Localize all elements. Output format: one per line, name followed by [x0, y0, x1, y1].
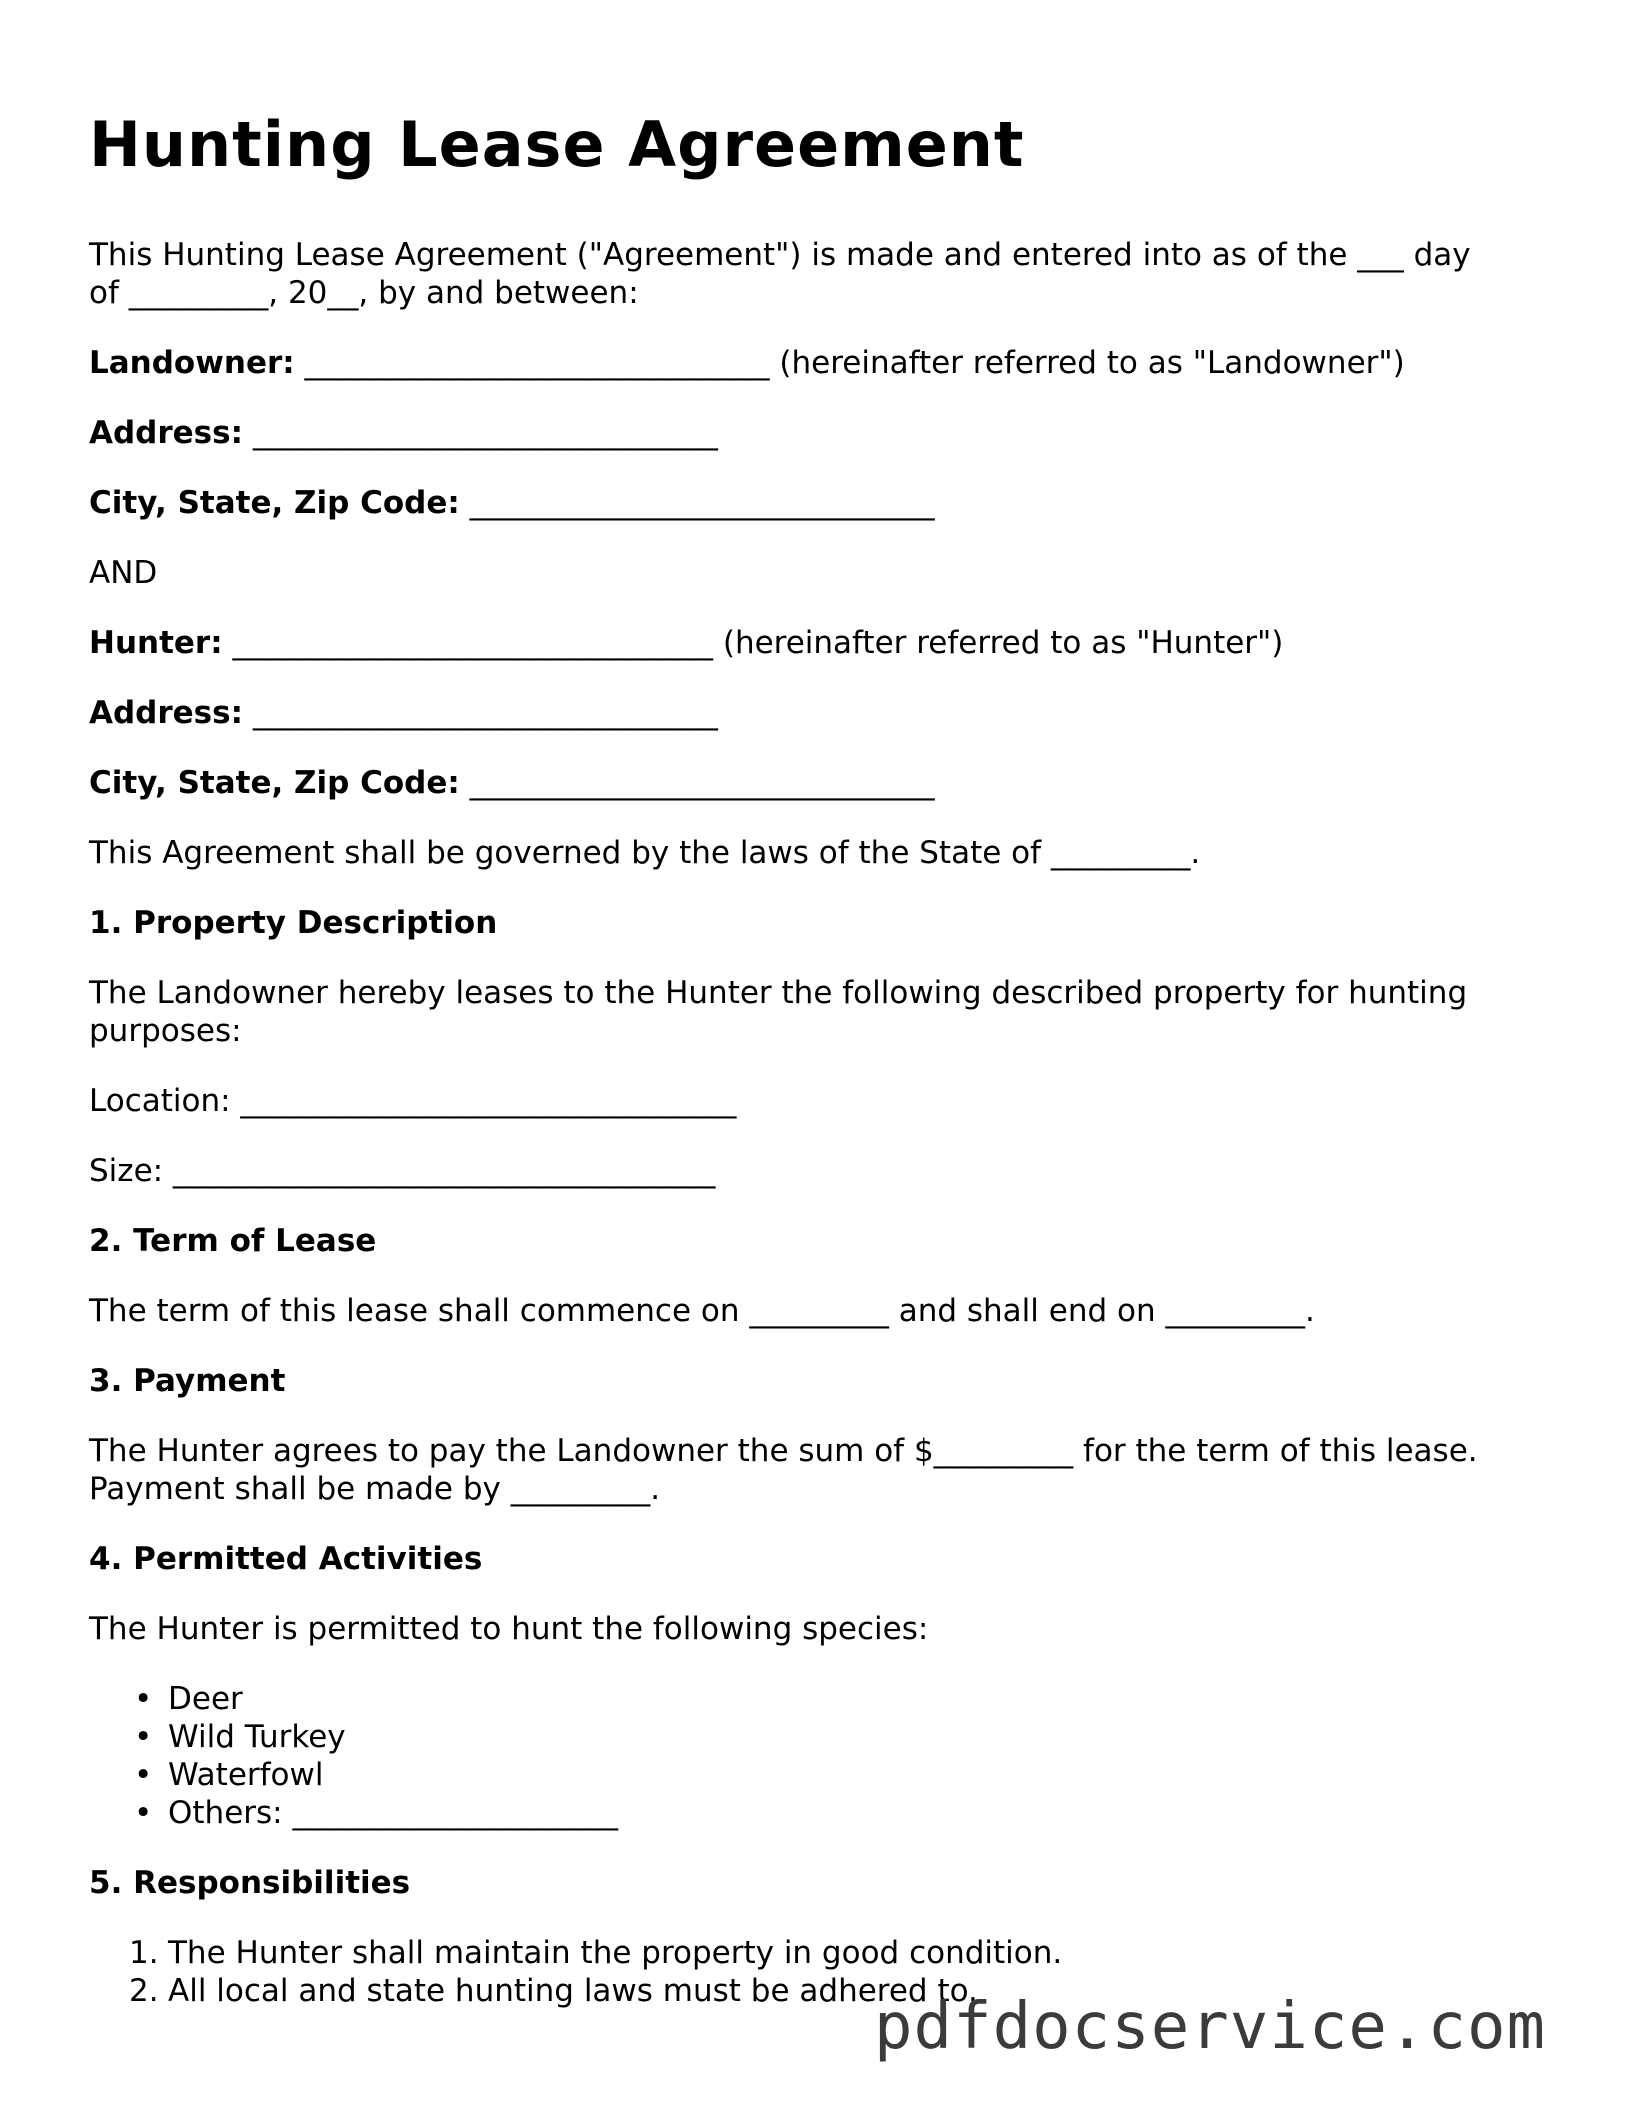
section-1-text-line-2: purposes:: [89, 1013, 242, 1049]
list-item[interactable]: Others: _____________________: [168, 1795, 618, 1831]
landowner-city-line: [89, 484, 935, 522]
bullet-icon: •: [134, 1757, 153, 1793]
landowner-blank[interactable]: ______________________________: [294, 345, 780, 381]
size-field[interactable]: Size: ___________________________________: [89, 1153, 716, 1189]
section-2-text: The term of this lease shall commence on _________ and shall end on _________.: [89, 1293, 1315, 1329]
page-title: Hunting Lease Agreement: [89, 108, 1025, 181]
landowner-address-blank[interactable]: ______________________________: [243, 415, 718, 451]
landowner-address-label: Address:: [89, 415, 243, 451]
list-number: 2.: [129, 1973, 159, 2009]
bullet-icon: •: [134, 1795, 153, 1831]
hunter-address-label: Address:: [89, 695, 243, 731]
landowner-address-line: [89, 414, 718, 452]
hunter-address-blank[interactable]: ______________________________: [243, 695, 718, 731]
hunter-city-label: City, State, Zip Code:: [89, 765, 460, 801]
hunter-address-line: [89, 694, 718, 732]
list-item: Waterfowl: [168, 1757, 324, 1793]
hunter-label: Hunter:: [89, 625, 223, 661]
list-item: Deer: [168, 1681, 243, 1717]
and-text: AND: [89, 555, 158, 591]
section-3-heading: 3. Payment: [89, 1363, 286, 1399]
section-5-heading: 5. Responsibilities: [89, 1865, 411, 1901]
landowner-city-label: City, State, Zip Code:: [89, 485, 460, 521]
hunter-suffix: (hereinafter referred to as "Hunter"): [722, 625, 1284, 661]
section-1-heading: 1. Property Description: [89, 905, 498, 941]
watermark: pdfdocservice.com: [874, 1990, 1547, 2064]
landowner-suffix: (hereinafter referred to as "Landowner"): [779, 345, 1405, 381]
hunter-city-line: [89, 764, 935, 802]
hunter-blank[interactable]: _______________________________: [222, 625, 723, 661]
list-item: Wild Turkey: [168, 1719, 346, 1755]
governing-law: This Agreement shall be governed by the laws of the State of _________.: [89, 835, 1201, 871]
landowner-city-blank[interactable]: ______________________________: [459, 485, 935, 521]
location-field[interactable]: Location: ________________________________: [89, 1083, 737, 1119]
section-1-text-line-1: The Landowner hereby leases to the Hunter the following described property for hunting: [89, 975, 1468, 1011]
section-2-heading: 2. Term of Lease: [89, 1223, 377, 1259]
list-item: The Hunter shall maintain the property in good condition.: [168, 1935, 1063, 1971]
bullet-icon: •: [134, 1681, 153, 1717]
list-number: 1.: [129, 1935, 159, 1971]
landowner-label: Landowner:: [89, 345, 295, 381]
intro-line-1: This Hunting Lease Agreement ("Agreement") is made and entered into as of the ___ day: [89, 237, 1471, 273]
landowner-line: [89, 344, 1405, 382]
hunter-city-blank[interactable]: ______________________________: [459, 765, 935, 801]
intro-line-2: of _________, 20__, by and between:: [89, 275, 639, 311]
bullet-icon: •: [134, 1719, 153, 1755]
section-4-heading: 4. Permitted Activities: [89, 1541, 483, 1577]
section-3-text-line-1: The Hunter agrees to pay the Landowner the sum of $_________ for the term of this lease.: [89, 1433, 1478, 1469]
list-item: All local and state hunting laws must be adhered to.: [168, 1973, 978, 2009]
section-3-text-line-2: Payment shall be made by _________.: [89, 1471, 661, 1507]
section-4-text: The Hunter is permitted to hunt the following species:: [89, 1611, 929, 1647]
hunter-line: [89, 624, 1283, 662]
